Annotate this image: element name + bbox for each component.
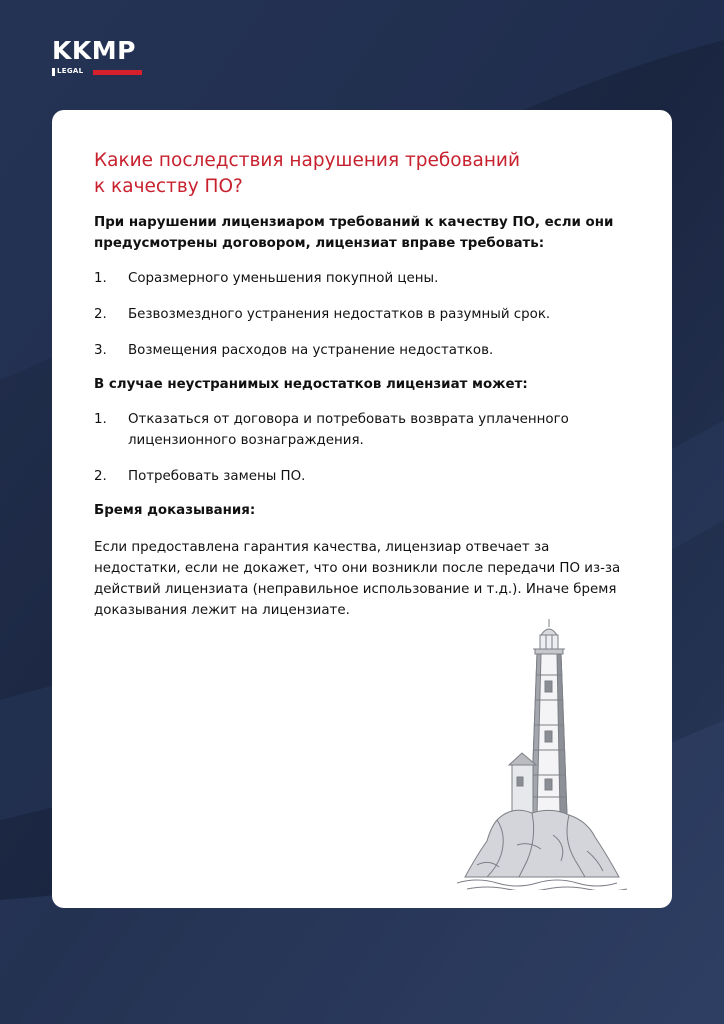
logo-text: KKMP: [52, 36, 136, 65]
remedies-list: [94, 268, 639, 361]
burden-text: Если предоставлена гарантия качества, лицензиар отвечает за недостатки, если не докажет, что они возникли после передачи ПО из-за действий лицензиата (неправильное использование и т.д.). Иначе бремя доказывания лежит на лицензиате.: [94, 540, 621, 618]
list-item: [94, 340, 639, 361]
list-text: Соразмерного уменьшения покупной цены.: [128, 271, 439, 286]
list-number: 1.: [94, 271, 107, 286]
list-number: 1.: [94, 412, 107, 427]
intro-text: При нарушении лицензиаром требований к качеству ПО, если они предусмотрены договором, лицензиат вправе требовать:: [94, 215, 614, 251]
content-card: [52, 110, 672, 908]
list-number: 3.: [94, 343, 107, 358]
page-title: Какие последствия нарушения требований к качеству ПО?: [94, 150, 520, 197]
list-item: [94, 268, 639, 289]
burden-heading: Бремя доказывания:: [94, 503, 256, 518]
irremovable-defects-list: [94, 409, 639, 487]
list-text: Отказаться от договора и потребовать возврата уплаченного лицензионного вознаграждения.: [128, 412, 569, 448]
list-text: Потребовать замены ПО.: [128, 469, 306, 484]
card-content: [94, 148, 639, 621]
list-item: [94, 466, 639, 487]
subheading: В случае неустранимых недостатков лицензиат может:: [94, 377, 528, 392]
list-item: [94, 409, 639, 451]
list-text: Безвозмездного устранения недостатков в разумный срок.: [128, 307, 551, 322]
lighthouse-illustration: [457, 615, 627, 890]
list-item: [94, 304, 639, 325]
list-text: Возмещения расходов на устранение недостатков.: [128, 343, 494, 358]
list-number: 2.: [94, 469, 107, 484]
list-number: 2.: [94, 307, 107, 322]
company-logo: [52, 38, 144, 78]
logo-subtext: LEGAL: [57, 67, 84, 75]
